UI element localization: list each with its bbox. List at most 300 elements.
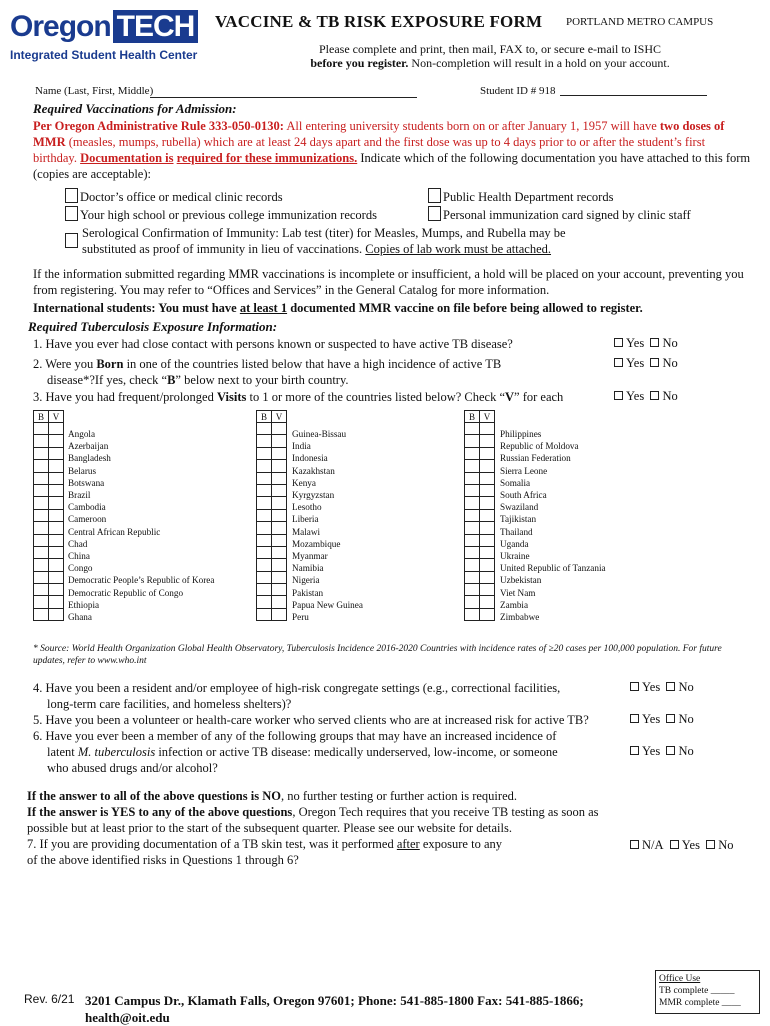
- country-item: United Republic of Tanzania: [500, 563, 606, 574]
- visit-checkbox[interactable]: [49, 534, 64, 546]
- grid-row: [257, 571, 287, 583]
- born-checkbox[interactable]: [465, 608, 480, 620]
- q2-answer: [614, 356, 678, 371]
- instructions-line1: Please complete and print, then mail, FAX to, or secure e-mail to ISHC: [318, 42, 662, 56]
- born-checkbox[interactable]: [34, 534, 49, 546]
- visit-checkbox[interactable]: [49, 608, 64, 620]
- visit-checkbox[interactable]: [272, 460, 287, 472]
- country-list-2: [292, 428, 363, 623]
- country-item: Ethiopia: [68, 599, 100, 610]
- grid-row: [257, 423, 287, 435]
- visit-checkbox[interactable]: [272, 435, 287, 447]
- born-checkbox[interactable]: [257, 484, 272, 496]
- doc-option-4[interactable]: [428, 206, 691, 223]
- born-checkbox[interactable]: [34, 460, 49, 472]
- visit-checkbox[interactable]: [272, 423, 287, 435]
- visit-checkbox[interactable]: [49, 423, 64, 435]
- na-label: N/A: [642, 838, 664, 852]
- born-checkbox[interactable]: [465, 484, 480, 496]
- visit-checkbox[interactable]: [480, 608, 495, 620]
- born-checkbox[interactable]: [257, 608, 272, 620]
- grid-row: [465, 584, 495, 596]
- tb-question-4: [33, 680, 623, 712]
- name-label: Name (Last, First, Middle): [35, 85, 154, 97]
- vacc-rule-paragraph: [33, 118, 751, 182]
- country-item: Cambodia: [68, 502, 106, 513]
- no-answer-bold: If the answer to all of the above questions is NO: [27, 789, 281, 803]
- checkbox-icon[interactable]: [614, 358, 623, 367]
- q6-text-a: latent: [47, 745, 78, 759]
- grid-row: [257, 608, 287, 620]
- visit-checkbox[interactable]: [49, 522, 64, 534]
- born-checkbox[interactable]: [34, 596, 49, 608]
- visit-checkbox[interactable]: [480, 423, 495, 435]
- born-checkbox[interactable]: [465, 584, 480, 596]
- grid-row: [34, 460, 64, 472]
- visit-checkbox[interactable]: [49, 571, 64, 583]
- yes-answer-bold: If the answer is YES to any of the above questions: [27, 805, 293, 819]
- born-checkbox[interactable]: [34, 584, 49, 596]
- born-checkbox[interactable]: [257, 497, 272, 509]
- visit-checkbox[interactable]: [49, 559, 64, 571]
- country-item: Lesotho: [292, 502, 322, 513]
- no-label: No: [662, 389, 678, 403]
- visit-checkbox[interactable]: [49, 484, 64, 496]
- doc-option-1[interactable]: [65, 188, 283, 205]
- born-checkbox[interactable]: [465, 423, 480, 435]
- country-item: Kyrgyzstan: [292, 490, 335, 501]
- visit-checkbox[interactable]: [272, 472, 287, 484]
- q6-line1: 6. Have you ever been a member of any of the following groups that may have an increased incidence of: [33, 729, 557, 743]
- doc-option-5-line1: Serological Confirmation of Immunity: Lab test (titer) for Measles, Mumps, and Rubella may be: [82, 226, 566, 240]
- grid-row: [257, 546, 287, 558]
- country-item: Democratic People’s Republic of Korea: [68, 575, 215, 586]
- campus-name: PORTLAND METRO CAMPUS: [566, 16, 714, 28]
- intl-label: International students: [33, 301, 152, 315]
- grid-row: [257, 435, 287, 447]
- grid-row: [34, 584, 64, 596]
- country-item: Kenya: [292, 477, 316, 488]
- country-list-1: [68, 428, 214, 623]
- born-checkbox[interactable]: [257, 546, 272, 558]
- grid-row: [34, 596, 64, 608]
- born-checkbox[interactable]: [257, 571, 272, 583]
- born-checkbox[interactable]: [34, 435, 49, 447]
- born-checkbox[interactable]: [257, 423, 272, 435]
- visit-checkbox[interactable]: [272, 559, 287, 571]
- grid-row: [34, 509, 64, 521]
- checkbox-icon[interactable]: [65, 233, 78, 248]
- q2-text-c: in one of the countries listed below that have a high incidence of active TB: [123, 357, 502, 371]
- q6-text-b: infection or active TB disease: medically underserved, low-income, or someone: [155, 745, 558, 759]
- country-item: Swaziland: [500, 502, 539, 513]
- grid-row: [34, 423, 64, 435]
- checkbox-icon[interactable]: [666, 682, 675, 691]
- grid-row: [34, 559, 64, 571]
- country-item: India: [292, 441, 311, 452]
- yes-label: Yes: [642, 744, 661, 758]
- born-checkbox[interactable]: [257, 559, 272, 571]
- q7-text-a: 7. If you are providing documentation of a TB skin test, was it performed: [27, 837, 397, 851]
- checkbox-icon[interactable]: [614, 338, 623, 347]
- doc-required-2: required for these immunizations.: [176, 151, 358, 165]
- rule-text1: All entering university students born on or after January 1, 1957 will have: [283, 119, 660, 133]
- logo-word-oregon: Oregon: [10, 10, 111, 43]
- visit-checkbox[interactable]: [272, 484, 287, 496]
- vacc-heading: Required Vaccinations for Admission:: [33, 101, 237, 116]
- doc-option-3[interactable]: [65, 206, 377, 223]
- visit-checkbox[interactable]: [272, 608, 287, 620]
- visit-checkbox[interactable]: [272, 534, 287, 546]
- born-checkbox[interactable]: [465, 596, 480, 608]
- q3-text-a: 3. Have you had frequent/prolonged: [33, 390, 217, 404]
- q5-answer: [630, 712, 694, 727]
- checkbox-icon[interactable]: [65, 188, 78, 203]
- country-item: Republic of Moldova: [500, 441, 579, 452]
- country-item: Congo: [68, 563, 93, 574]
- grid-row: [34, 484, 64, 496]
- grid-row: [257, 509, 287, 521]
- tb-question-7: [27, 836, 587, 868]
- born-checkbox[interactable]: [34, 522, 49, 534]
- visit-checkbox[interactable]: [272, 571, 287, 583]
- born-checkbox[interactable]: [34, 423, 49, 435]
- hold-paragraph: If the information submitted regarding MMR vaccinations is incomplete or insufficient, a hold will be placed on your account, preventing you from registering. You may refer to “Offices and Services” in the General Catalog for more information.: [33, 267, 744, 297]
- country-item: Thailand: [500, 526, 533, 537]
- instructions-bold: before you register.: [310, 56, 409, 70]
- q4-answer: [630, 680, 694, 695]
- visit-checkbox[interactable]: [49, 435, 64, 447]
- checkbox-icon[interactable]: [650, 358, 659, 367]
- checkbox-icon[interactable]: [428, 188, 441, 203]
- country-item: Zimbabwe: [500, 612, 540, 623]
- visit-checkbox[interactable]: [272, 522, 287, 534]
- visit-checkbox[interactable]: [480, 472, 495, 484]
- q7-line2: of the above identified risks in Questions 1 through 6?: [27, 853, 299, 867]
- country-item: Peru: [292, 612, 309, 623]
- tb-heading: Required Tuberculosis Exposure Information:: [28, 319, 278, 334]
- born-checkbox[interactable]: [34, 571, 49, 583]
- visit-checkbox[interactable]: [480, 509, 495, 521]
- country-item: Pakistan: [292, 587, 324, 598]
- born-checkbox[interactable]: [465, 447, 480, 459]
- logo-word-tech: TECH: [113, 10, 199, 43]
- visit-checkbox[interactable]: [480, 559, 495, 571]
- intl-at-least: at least 1: [239, 301, 288, 315]
- visit-checkbox[interactable]: [480, 435, 495, 447]
- q7-answer: [630, 838, 734, 853]
- grid-row: [257, 534, 287, 546]
- checkbox-icon[interactable]: [630, 746, 639, 755]
- country-grid-2: [256, 410, 287, 621]
- yes-answer-text: , Oregon Tech requires that you receive TB testing as soon as possible but at least prior to the start of the subsequent quarter. Please see our website for details.: [27, 805, 599, 835]
- address-line: 3201 Campus Dr., Klamath Falls, Oregon 97601; Phone: 541-885-1800 Fax: 541-885-1866; health@oit.edu: [85, 993, 584, 1025]
- grid-row: [465, 534, 495, 546]
- q3-answer: [614, 389, 678, 404]
- born-checkbox[interactable]: [465, 522, 480, 534]
- yes-label: Yes: [626, 356, 645, 370]
- doc-option-5-checkbox[interactable]: [65, 233, 80, 251]
- yes-label: Yes: [642, 680, 661, 694]
- visit-checkbox[interactable]: [49, 447, 64, 459]
- form-title: VACCINE & TB RISK EXPOSURE FORM: [215, 12, 543, 31]
- grid-row: [257, 460, 287, 472]
- born-checkbox[interactable]: [465, 460, 480, 472]
- country-item: Russian Federation: [500, 453, 571, 464]
- visit-checkbox[interactable]: [49, 596, 64, 608]
- country-item: Liberia: [292, 514, 319, 525]
- name-field[interactable]: [150, 97, 417, 98]
- checkbox-icon[interactable]: [630, 840, 639, 849]
- country-item: Malawi: [292, 526, 321, 537]
- country-item: Myanmar: [292, 551, 328, 562]
- instructions-rest: Non-completion will result in a hold on your account.: [408, 56, 670, 70]
- tb-question-3: [33, 389, 563, 405]
- visit-checkbox[interactable]: [272, 509, 287, 521]
- q7-after: after: [396, 837, 420, 851]
- country-item: Angola: [68, 429, 96, 439]
- tb-question-5: 5. Have you been a volunteer or health-care worker who served clients who are at increased risk for active TB?: [33, 713, 589, 727]
- born-checkbox[interactable]: [34, 608, 49, 620]
- country-item: Chad: [68, 538, 88, 549]
- visit-checkbox[interactable]: [480, 571, 495, 583]
- born-checkbox[interactable]: [465, 497, 480, 509]
- visit-checkbox[interactable]: [480, 460, 495, 472]
- visit-checkbox[interactable]: [480, 522, 495, 534]
- country-item: Zambia: [500, 599, 529, 610]
- born-checkbox[interactable]: [257, 435, 272, 447]
- visit-checkbox[interactable]: [49, 460, 64, 472]
- grid-row: [257, 596, 287, 608]
- q3-visits: Visits: [216, 390, 247, 404]
- grid-row: [465, 435, 495, 447]
- visit-checkbox[interactable]: [49, 584, 64, 596]
- doc-option-1-label: Doctor’s office or medical clinic records: [80, 190, 283, 204]
- grid-row: [34, 522, 64, 534]
- born-checkbox[interactable]: [465, 472, 480, 484]
- doc-option-5-copies: Copies of lab work must be attached.: [365, 242, 552, 256]
- no-label: No: [678, 712, 694, 726]
- q1-answer: [614, 336, 678, 351]
- visit-checkbox[interactable]: [272, 447, 287, 459]
- q2-text-f: ” below next to your birth country.: [175, 373, 349, 387]
- doc-option-2[interactable]: [428, 188, 613, 205]
- no-label: No: [678, 680, 694, 694]
- grid-header-v: V: [480, 411, 495, 423]
- country-item: Viet Nam: [500, 587, 536, 598]
- intl-paragraph: [33, 300, 745, 316]
- office-use-box: [655, 970, 760, 1014]
- country-item: Somalia: [500, 477, 531, 488]
- born-checkbox[interactable]: [465, 571, 480, 583]
- country-item: Sierra Leone: [500, 465, 548, 476]
- q4-line2: long-term care facilities, and homeless shelters)?: [47, 697, 292, 711]
- visit-checkbox[interactable]: [49, 509, 64, 521]
- checkbox-icon[interactable]: [630, 682, 639, 691]
- visit-checkbox[interactable]: [272, 497, 287, 509]
- visit-checkbox[interactable]: [480, 534, 495, 546]
- visit-checkbox[interactable]: [480, 497, 495, 509]
- born-checkbox[interactable]: [465, 435, 480, 447]
- grid-row: [465, 447, 495, 459]
- visit-checkbox[interactable]: [272, 584, 287, 596]
- rule-two-doses: two doses of MMR: [33, 119, 725, 149]
- born-checkbox[interactable]: [34, 546, 49, 558]
- visit-checkbox[interactable]: [49, 546, 64, 558]
- country-item: Brazil: [68, 490, 91, 501]
- revision-label: Rev. 6/21: [24, 992, 75, 1006]
- intl-text2: documented MMR vaccine on file before being allowed to register.: [287, 301, 643, 315]
- grid-row: [34, 546, 64, 558]
- grid-row: [465, 571, 495, 583]
- born-checkbox[interactable]: [257, 472, 272, 484]
- yes-label: Yes: [642, 712, 661, 726]
- grid-row: [465, 608, 495, 620]
- checkbox-icon[interactable]: [666, 746, 675, 755]
- country-item: Democratic Republic of Congo: [68, 587, 184, 598]
- country-item: Botswana: [68, 477, 105, 488]
- grid-row: [465, 460, 495, 472]
- q7-text-c: exposure to any: [419, 837, 503, 851]
- rule-citation: Per Oregon Administrative Rule 333-050-0130:: [33, 119, 284, 133]
- doc-option-5: [82, 225, 682, 257]
- doc-tail: Indicate which of the following documentation you have attached to this form (copies are acceptable):: [33, 151, 751, 181]
- yes-label: Yes: [681, 838, 700, 852]
- result-paragraph: [27, 788, 627, 836]
- checkbox-icon[interactable]: [666, 714, 675, 723]
- office-mmr-complete: MMR complete ____: [659, 998, 741, 1008]
- born-checkbox[interactable]: [34, 484, 49, 496]
- grid-row: [465, 522, 495, 534]
- born-checkbox[interactable]: [257, 522, 272, 534]
- country-item: Uzbekistan: [500, 575, 542, 586]
- grid-row: [465, 497, 495, 509]
- grid-row: [257, 584, 287, 596]
- who-source-note: * Source: World Health Organization Global Health Observatory, Tuberculosis Incidence 2016-2020 Countries with incidence rates of ≥20 cases per 100,000 population. For future updates, refer to www.who.int: [33, 644, 722, 666]
- country-grid-1: [33, 410, 64, 621]
- visit-checkbox[interactable]: [480, 484, 495, 496]
- born-checkbox[interactable]: [34, 497, 49, 509]
- q6-m-tuberculosis: M. tuberculosis: [77, 745, 156, 759]
- country-item: Guinea-Bissau: [292, 429, 347, 439]
- born-checkbox[interactable]: [465, 546, 480, 558]
- grid-header-v: V: [49, 411, 64, 423]
- grid-row: [465, 509, 495, 521]
- logo-subtitle: Integrated Student Health Center: [10, 48, 198, 62]
- born-checkbox[interactable]: [34, 447, 49, 459]
- grid-row: [34, 435, 64, 447]
- checkbox-icon[interactable]: [65, 206, 78, 221]
- q3-text-e: ” for each: [514, 390, 564, 404]
- country-item: Belarus: [68, 465, 97, 476]
- visit-checkbox[interactable]: [49, 472, 64, 484]
- country-item: South Africa: [500, 490, 547, 501]
- visit-checkbox[interactable]: [49, 497, 64, 509]
- yes-label: Yes: [626, 389, 645, 403]
- country-grid-3: [464, 410, 495, 621]
- born-checkbox[interactable]: [257, 584, 272, 596]
- country-item: Papua New Guinea: [292, 599, 363, 610]
- student-id-field[interactable]: [560, 95, 707, 96]
- grid-row: [257, 559, 287, 571]
- q2-text-a: 2. Were you: [33, 357, 97, 371]
- checkbox-icon[interactable]: [630, 714, 639, 723]
- doc-option-3-label: Your high school or previous college immunization records: [80, 208, 377, 222]
- grid-row: [465, 484, 495, 496]
- grid-row: [465, 546, 495, 558]
- student-id-label: Student ID # 918: [480, 85, 556, 97]
- visit-checkbox[interactable]: [272, 596, 287, 608]
- country-item: Azerbaijan: [68, 441, 109, 452]
- born-checkbox[interactable]: [257, 534, 272, 546]
- born-checkbox[interactable]: [257, 447, 272, 459]
- q4-line1: 4. Have you been a resident and/or employee of high-risk congregate settings (e.g., correctional facilities,: [33, 681, 561, 695]
- intl-text1: : You must have: [151, 301, 240, 315]
- office-use-title: Office Use: [659, 974, 701, 984]
- no-label: No: [718, 838, 734, 852]
- checkbox-icon[interactable]: [650, 338, 659, 347]
- visit-checkbox[interactable]: [480, 596, 495, 608]
- checkbox-icon[interactable]: [670, 840, 679, 849]
- born-checkbox[interactable]: [34, 472, 49, 484]
- country-item: Uganda: [500, 538, 529, 549]
- country-item: China: [68, 551, 90, 562]
- yes-label: Yes: [626, 336, 645, 350]
- checkbox-icon[interactable]: [428, 206, 441, 221]
- grid-row: [257, 484, 287, 496]
- born-checkbox[interactable]: [257, 596, 272, 608]
- grid-row: [34, 608, 64, 620]
- tb-question-1: 1. Have you ever had close contact with persons known or suspected to have active TB disease?: [33, 337, 513, 351]
- grid-row: [34, 497, 64, 509]
- q2-text-d: disease*?If yes, check “: [47, 373, 168, 387]
- born-checkbox[interactable]: [465, 559, 480, 571]
- born-checkbox[interactable]: [257, 509, 272, 521]
- q2-b: B: [167, 373, 176, 387]
- grid-row: [465, 596, 495, 608]
- grid-row: [257, 522, 287, 534]
- checkbox-icon[interactable]: [614, 391, 623, 400]
- country-item: Bangladesh: [68, 453, 111, 464]
- q2-born: Born: [96, 357, 124, 371]
- instructions: [250, 42, 730, 70]
- country-item: Mozambique: [292, 538, 341, 549]
- visit-checkbox[interactable]: [272, 546, 287, 558]
- q6-answer: [630, 744, 694, 759]
- born-checkbox[interactable]: [465, 534, 480, 546]
- checkbox-icon[interactable]: [650, 391, 659, 400]
- visit-checkbox[interactable]: [480, 447, 495, 459]
- grid-header-b: B: [34, 411, 49, 423]
- grid-row: [34, 571, 64, 583]
- born-checkbox[interactable]: [34, 509, 49, 521]
- born-checkbox[interactable]: [465, 509, 480, 521]
- doc-option-4-label: Personal immunization card signed by clinic staff: [443, 208, 691, 222]
- grid-row: [257, 447, 287, 459]
- grid-row: [257, 472, 287, 484]
- visit-checkbox[interactable]: [480, 584, 495, 596]
- country-item: Kazakhstan: [292, 465, 335, 476]
- visit-checkbox[interactable]: [480, 546, 495, 558]
- grid-row: [465, 472, 495, 484]
- born-checkbox[interactable]: [34, 559, 49, 571]
- country-item: Nigeria: [292, 575, 320, 586]
- q3-text-c: to 1 or more of the countries listed below? Check “: [246, 390, 505, 404]
- checkbox-icon[interactable]: [706, 840, 715, 849]
- born-checkbox[interactable]: [257, 460, 272, 472]
- q6-line3: who abused drugs and/or alcohol?: [47, 761, 218, 775]
- no-label: No: [662, 356, 678, 370]
